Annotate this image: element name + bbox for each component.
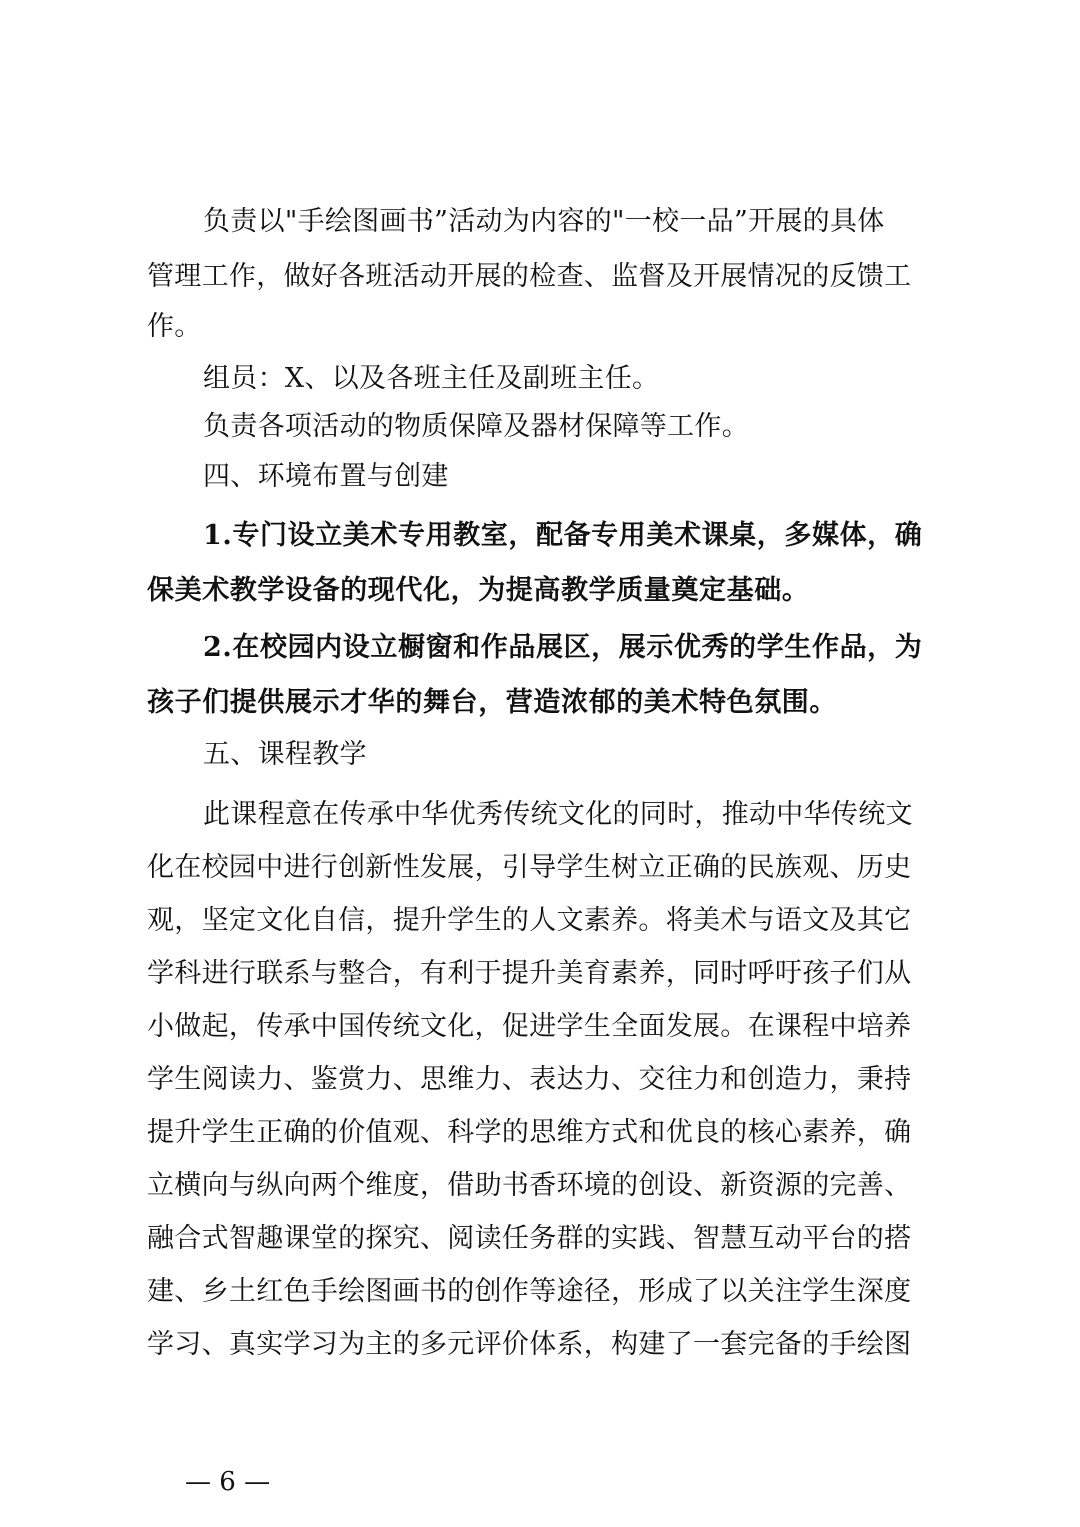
text-line: 学生阅读力、鉴赏力、思维力、表达力、交往力和创造力，秉持	[147, 1064, 912, 1095]
bold-text-line: 保美术教学设备的现代化，为提高教学质量奠定基础。	[147, 575, 810, 606]
text-line: 负责以"手绘图画书”活动为内容的"一校一品”开展的具体	[203, 206, 885, 237]
text-line: 组员：X、以及各班主任及副班主任。	[203, 363, 660, 394]
text-line: 立横向与纵向两个维度，借助书香环境的创设、新资源的完善、	[147, 1170, 912, 1201]
bold-text-line: 1.专门设立美术专用教室，配备专用美术课桌，多媒体，确	[203, 520, 923, 551]
bold-text-line: 2.在校园内设立橱窗和作品展区，展示优秀的学生作品，为	[203, 632, 923, 663]
text-line: 小做起，传承中国传统文化，促进学生全面发展。在课程中培养	[147, 1011, 912, 1042]
text-line: 此课程意在传承中华优秀传统文化的同时，推动中华传统文	[203, 799, 913, 830]
page-number: — 6 —	[185, 1467, 271, 1497]
text-line: 管理工作，做好各班活动开展的检查、监督及开展情况的反馈工	[147, 261, 912, 292]
text-line: 学习、真实学习为主的多元评价体系，构建了一套完备的手绘图	[147, 1329, 912, 1360]
text-line: 融合式智趣课堂的探究、阅读任务群的实践、智慧互动平台的搭	[147, 1223, 912, 1254]
section-heading: 五、课程教学	[203, 739, 367, 770]
bold-text-line: 孩子们提供展示才华的舞台，营造浓郁的美术特色氛围。	[147, 687, 837, 718]
text-line: 观，坚定文化自信，提升学生的人文素养。将美术与语文及其它	[147, 905, 912, 936]
text-line: 建、乡土红色手绘图画书的创作等途径，形成了以关注学生深度	[147, 1276, 912, 1307]
text-line: 提升学生正确的价值观、科学的思维方式和优良的核心素养，确	[147, 1117, 912, 1148]
text-line: 作。	[147, 311, 202, 342]
text-line: 学科进行联系与整合，有利于提升美育素养，同时呼吁孩子们从	[147, 958, 912, 989]
text-line: 化在校园中进行创新性发展，引导学生树立正确的民族观、历史	[147, 852, 912, 883]
text-line: 负责各项活动的物质保障及器材保障等工作。	[203, 411, 749, 442]
section-heading: 四、环境布置与创建	[203, 461, 449, 492]
